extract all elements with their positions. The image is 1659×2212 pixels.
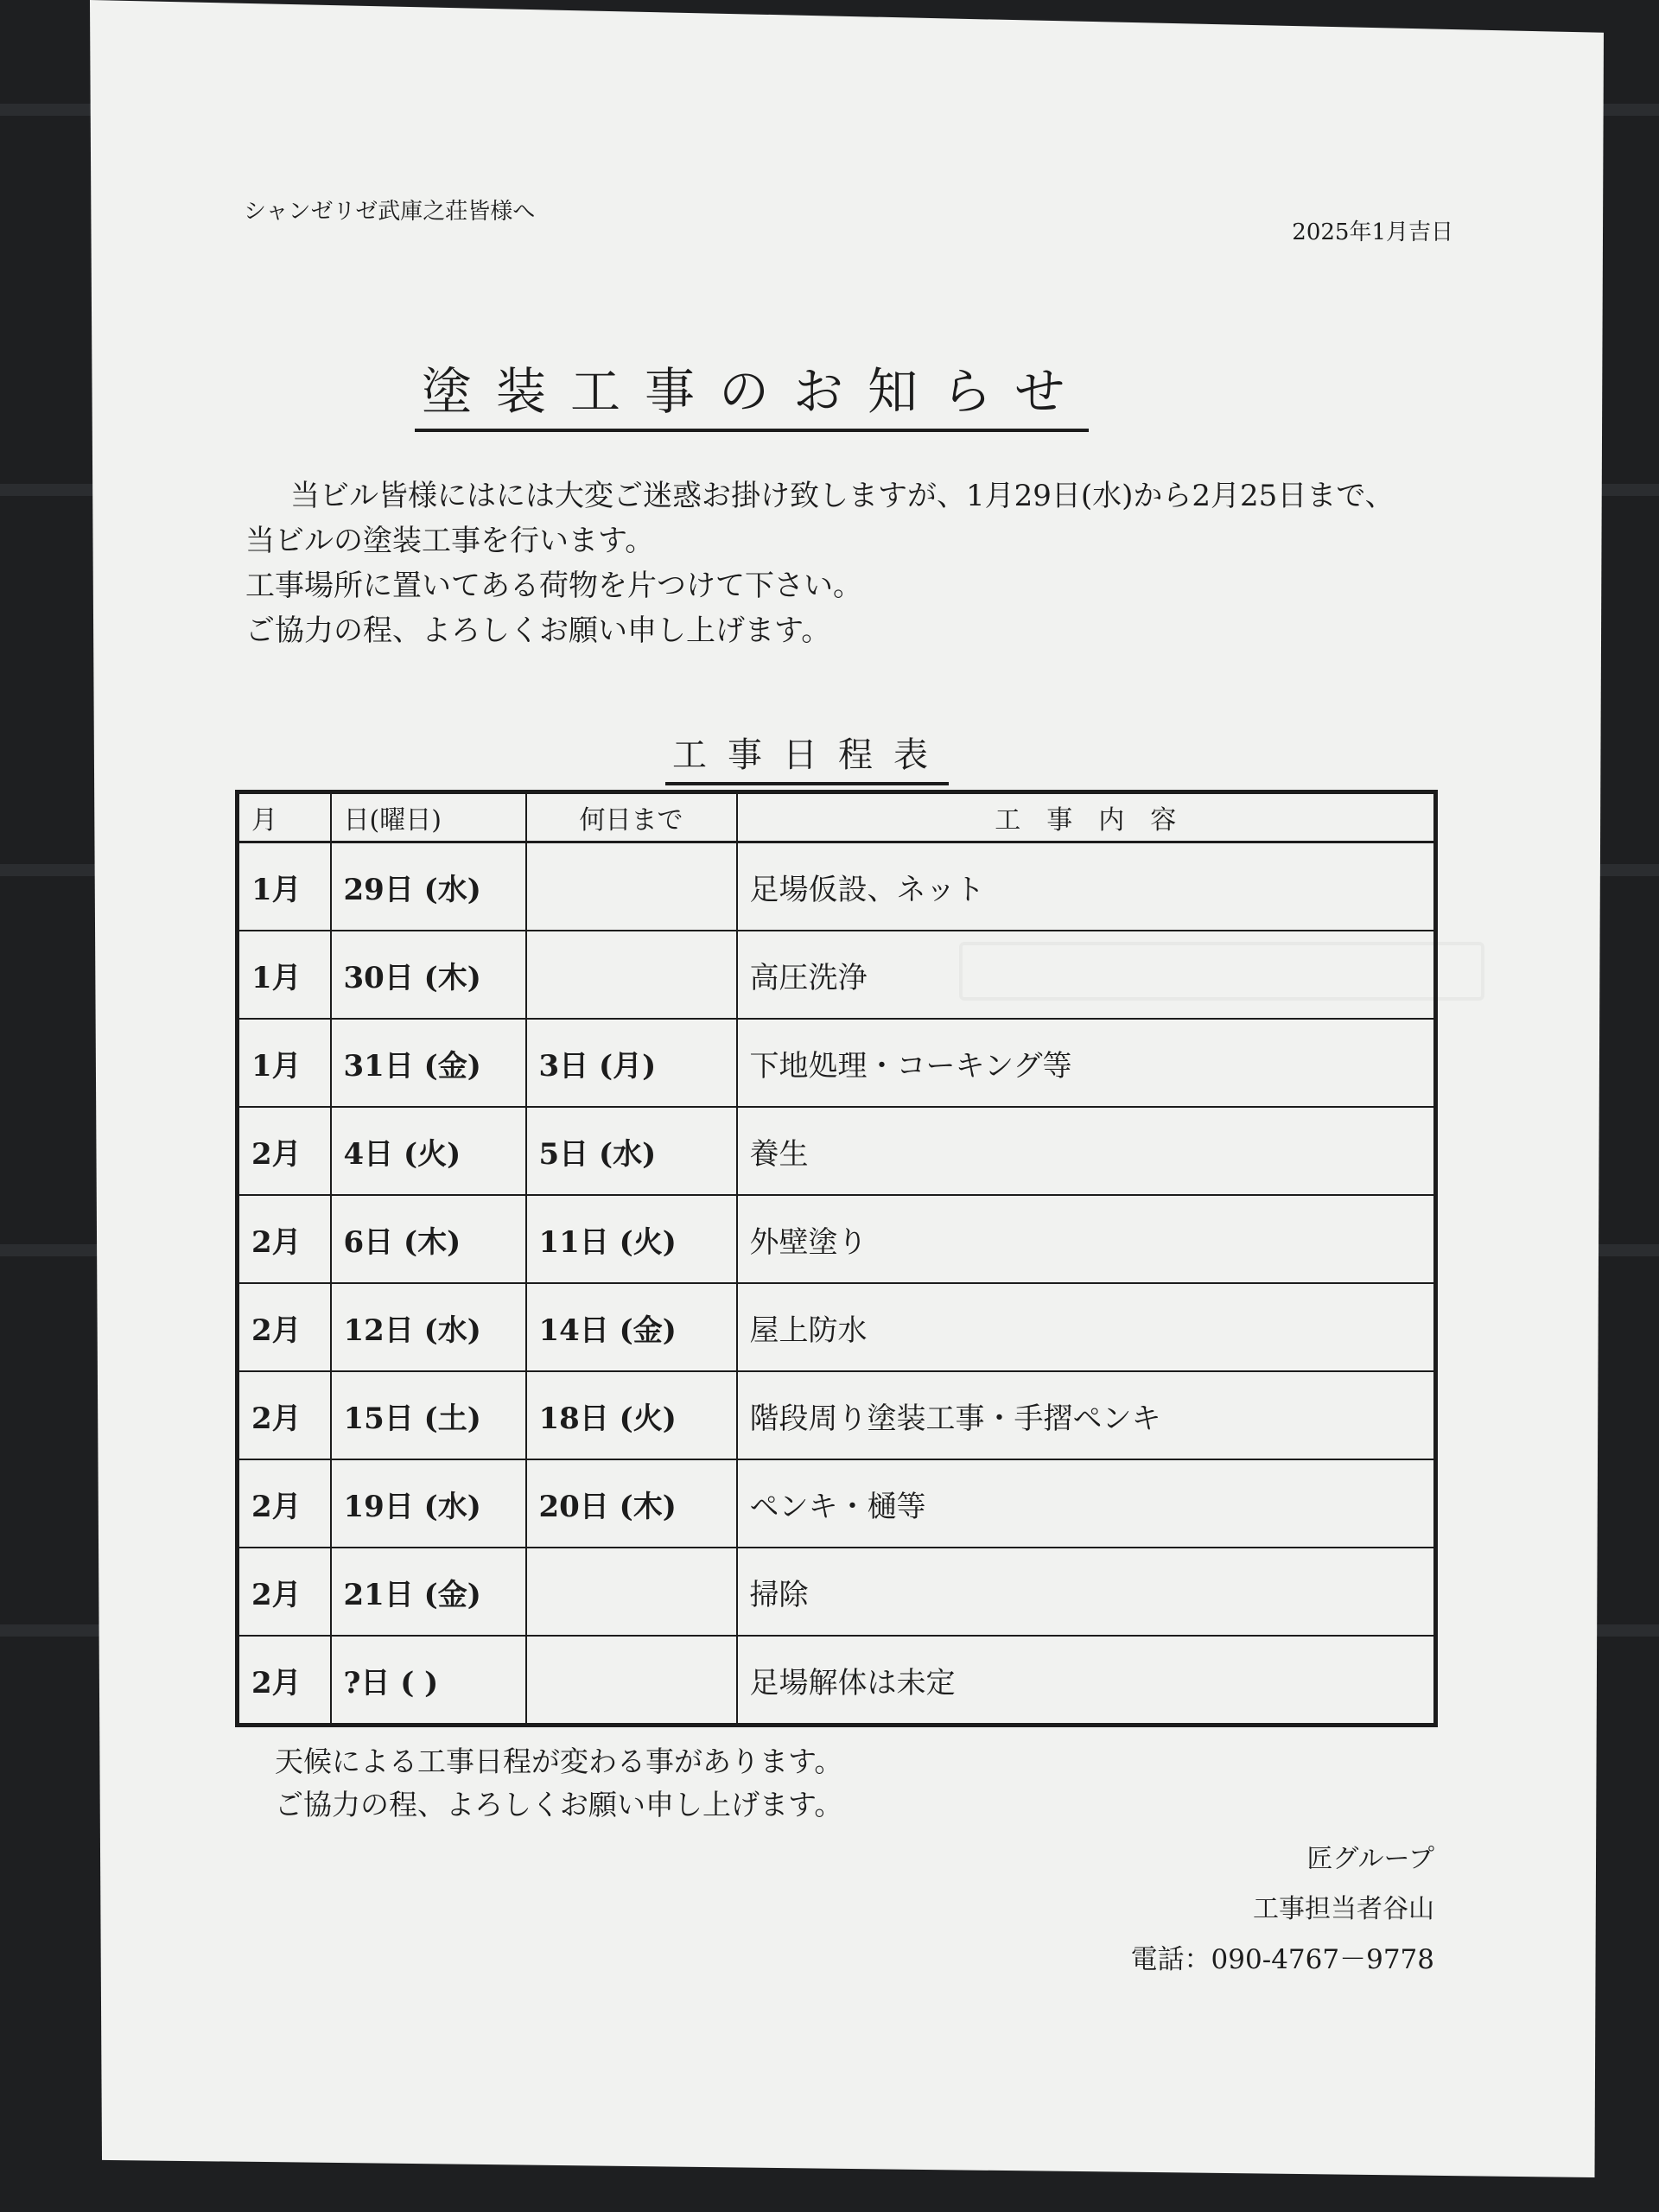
- cell-month: 2月: [238, 1107, 331, 1195]
- table-row: [238, 1195, 1436, 1283]
- body-line: 当ビル皆様にはには大変ご迷惑お掛け致しますが、1月29日(水)から2月25日まで、: [290, 479, 1395, 513]
- cell-day: 12日 (水): [331, 1283, 526, 1371]
- cell-content: 外壁塗り: [737, 1195, 1436, 1283]
- notice-body: [245, 474, 1472, 653]
- cell-content: 足場解体は未定: [737, 1636, 1436, 1726]
- notice-title: 塗装工事のお知らせ: [415, 351, 1089, 432]
- column-header-until: 何日まで: [526, 792, 737, 842]
- cell-day: 4日 (火): [331, 1107, 526, 1195]
- cell-content: 足場仮設、ネット: [737, 842, 1436, 931]
- cell-until: 3日 (月): [526, 1019, 737, 1107]
- notice-date: 2025年1月吉日: [1292, 219, 1453, 245]
- notes: [275, 1740, 842, 1827]
- cell-month: 1月: [238, 842, 331, 931]
- cell-day: 21日 (金): [331, 1548, 526, 1636]
- cell-until: [526, 842, 737, 931]
- note-line: ご協力の程、よろしくお願い申し上げます。: [275, 1788, 843, 1821]
- phone-number: 電話：090-4767－9778: [1130, 1944, 1434, 1975]
- column-header-content: 工 事 内 容: [737, 792, 1436, 842]
- table-row: [238, 842, 1436, 931]
- table-row: [238, 1371, 1436, 1459]
- table-row: [238, 1283, 1436, 1371]
- cell-day: 31日 (金): [331, 1019, 526, 1107]
- cell-until: 18日 (火): [526, 1371, 737, 1459]
- cell-until: [526, 1636, 737, 1726]
- cell-month: 2月: [238, 1283, 331, 1371]
- schedule-title: 工事日程表: [665, 728, 949, 785]
- cell-until: 14日 (金): [526, 1283, 737, 1371]
- column-header-day: 日(曜日): [331, 792, 526, 842]
- cell-month: 2月: [238, 1636, 331, 1726]
- body-line: ご協力の程、よろしくお願い申し上げます。: [245, 613, 831, 648]
- cell-day: 29日 (水): [331, 842, 526, 931]
- addressee: シャンゼリゼ武庫之荘皆様へ: [244, 199, 536, 225]
- cell-month: 2月: [238, 1195, 331, 1283]
- contact-person: 工事担当者谷山: [1253, 1894, 1434, 1924]
- column-header-month: 月: [238, 792, 331, 842]
- note-line: 天候による工事日程が変わる事があります。: [275, 1745, 843, 1778]
- body-line: 当ビルの塗装工事を行います。: [245, 524, 655, 558]
- cell-day: 19日 (水): [331, 1459, 526, 1548]
- cell-until: 5日 (水): [526, 1107, 737, 1195]
- cell-day: 6日 (木): [331, 1195, 526, 1283]
- table-row: [238, 931, 1436, 1019]
- company-name: 匠グループ: [1306, 1844, 1434, 1874]
- cell-day: 30日 (木): [331, 931, 526, 1019]
- cell-month: 2月: [238, 1371, 331, 1459]
- cell-month: 2月: [238, 1459, 331, 1548]
- cell-month: 2月: [238, 1548, 331, 1636]
- table-row: [238, 1019, 1436, 1107]
- cell-month: 1月: [238, 1019, 331, 1107]
- table-row: [238, 1459, 1436, 1548]
- cell-month: 1月: [238, 931, 331, 1019]
- cell-content: 屋上防水: [737, 1283, 1436, 1371]
- cell-content: ペンキ・樋等: [737, 1459, 1436, 1548]
- cell-content: 養生: [737, 1107, 1436, 1195]
- cell-until: 11日 (火): [526, 1195, 737, 1283]
- cell-content: 下地処理・コーキング等: [737, 1019, 1436, 1107]
- schedule-table: [235, 790, 1438, 1727]
- cell-content: 掃除: [737, 1548, 1436, 1636]
- cell-content: 高圧洗浄: [737, 931, 1436, 1019]
- cell-day: 15日 (土): [331, 1371, 526, 1459]
- cell-until: [526, 931, 737, 1019]
- body-line: 工事場所に置いてある荷物を片つけて下さい。: [245, 569, 862, 603]
- table-row: [238, 1107, 1436, 1195]
- cell-day: ?日 ( ): [331, 1636, 526, 1726]
- table-header-row: [238, 792, 1436, 842]
- cell-content: 階段周り塗装工事・手摺ペンキ: [737, 1371, 1436, 1459]
- cell-until: 20日 (木): [526, 1459, 737, 1548]
- table-row: [238, 1636, 1436, 1726]
- cell-until: [526, 1548, 737, 1636]
- table-row: [238, 1548, 1436, 1636]
